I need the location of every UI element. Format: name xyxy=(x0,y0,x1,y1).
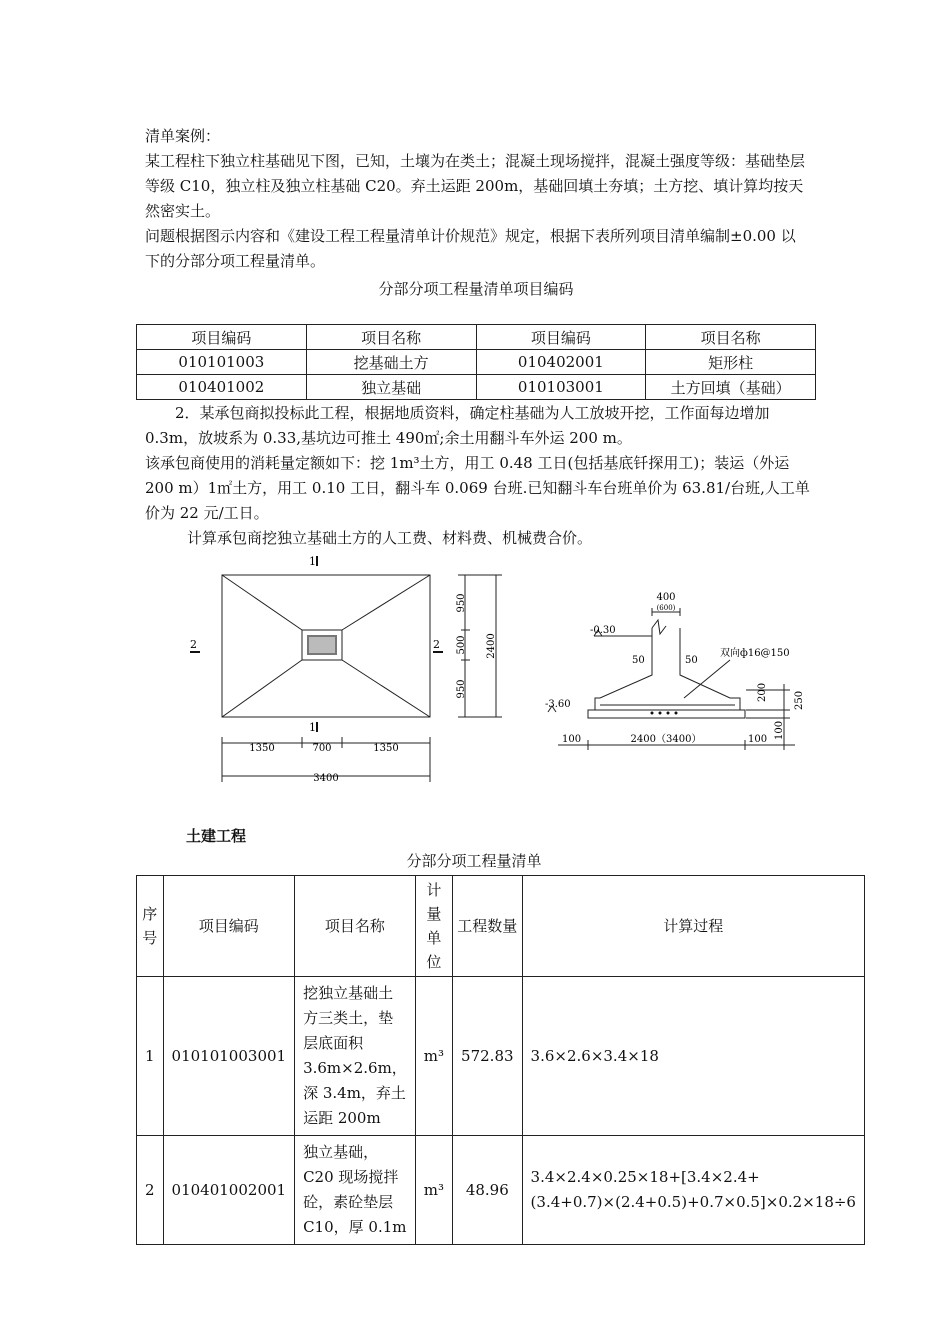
header-cell-code: 项目编码 xyxy=(163,876,295,977)
header-cell-unit: 计量单位 xyxy=(415,876,452,977)
problem2-paragraph-2: 该承包商使用的消耗量定额如下：挖 1m³土方，用工 0.48 工日(包括基底钎探用工)；装运（外运 200 m）1㎡土方，用工 0.10 工日，翻斗车 0.069 台班.已知翻斗车台班单价为 63.81/台班,人工单价为 22 元/工日。 xyxy=(145,454,810,522)
table-header-row xyxy=(137,876,865,977)
column-hatch-inner xyxy=(309,637,335,653)
item-code-table xyxy=(136,324,816,400)
table-cell-unit: m³ xyxy=(415,1136,452,1245)
problem2-paragraph-1: 2．某承包商拟投标此工程，根据地质资料，确定柱基础为人工放坡开挖，工作面每边增加 0.3m，放坡系为 0.33,基坑边可推土 490㎡;余土用翻斗车外运 200 m。 xyxy=(145,404,770,447)
dim-label-base: 2400（3400） xyxy=(630,734,702,745)
table-cell: 010103001 xyxy=(476,375,646,400)
case-heading: 清单案例： xyxy=(145,127,221,145)
table-cell-unit: m³ xyxy=(415,977,452,1136)
table-cell-name: 挖独立基础土方三类土，垫层底面积3.6m×2.6m，深 3.4m，弃土运距 200m xyxy=(295,977,416,1136)
table-cell: 矩形柱 xyxy=(646,350,816,375)
table-header-row xyxy=(137,325,816,350)
rebar-dot xyxy=(675,712,678,715)
case-paragraph-2: 问题根据图示内容和《建设工程工程量清单计价规范》规定，根据下表所列项目清单编制±0.00 以下的分部分项工程量清单。 xyxy=(145,227,796,270)
header-cell-seq: 序号 xyxy=(137,876,164,977)
table-cell: 独立基础 xyxy=(306,375,476,400)
break-line xyxy=(652,620,666,634)
section-label-right: 2 xyxy=(433,638,440,651)
dim-label-1350-right: 1350 xyxy=(373,743,399,754)
table-cell: 010401002 xyxy=(137,375,307,400)
header-cell: 项目名称 xyxy=(306,325,476,350)
header-cell: 项目编码 xyxy=(476,325,646,350)
offset-label-left: 50 xyxy=(632,655,645,666)
table-cell-seq: 2 xyxy=(137,1136,164,1245)
table-cell-calc: 3.6×2.6×3.4×18 xyxy=(522,977,864,1136)
section-label-bottom: 1 xyxy=(309,721,316,734)
table-row xyxy=(137,1136,865,1245)
header-cell-qty: 工程数量 xyxy=(453,876,523,977)
dim-label-250: 250 xyxy=(794,690,805,710)
foundation-section-drawing xyxy=(540,580,820,760)
table-row xyxy=(137,350,816,375)
dim-label-100-right: 100 xyxy=(748,734,768,745)
footing-outline xyxy=(595,628,740,710)
boq-caption: 分部分项工程量清单 xyxy=(406,852,542,870)
level-label-top: -0.30 xyxy=(590,625,616,636)
dim-label-100-vertical: 100 xyxy=(774,720,785,740)
table-row xyxy=(137,977,865,1136)
table-cell: 010402001 xyxy=(476,350,646,375)
table-cell-code: 010101003001 xyxy=(163,977,295,1136)
code-table-caption: 分部分项工程量清单项目编码 xyxy=(378,280,574,298)
dim-label-3400: 3400 xyxy=(313,773,339,784)
table-cell: 010101003 xyxy=(137,350,307,375)
dim-label-1350-left: 1350 xyxy=(249,743,275,754)
table-cell-code: 010401002001 xyxy=(163,1136,295,1245)
table-cell-calc: 3.4×2.4×0.25×18+[3.4×2.4+(3.4+0.7)×(2.4+0.5)+0.7×0.5]×0.2×18÷6 xyxy=(522,1136,864,1245)
dim-label-500: 500 xyxy=(456,635,467,655)
rebar-dot xyxy=(659,712,662,715)
table-row xyxy=(137,375,816,400)
dim-label-2400: 2400 xyxy=(486,633,497,659)
rebar-dot xyxy=(651,712,654,715)
problem2-paragraph-3: 计算承包商挖独立基础土方的人工费、材料费、机械费合价。 xyxy=(187,529,593,547)
header-cell-name: 项目名称 xyxy=(295,876,416,977)
column-width-label: 400 xyxy=(656,592,676,603)
dim-label-950-bottom: 950 xyxy=(456,679,467,699)
header-cell: 项目名称 xyxy=(646,325,816,350)
foundation-plan-drawing xyxy=(180,550,520,795)
header-cell-calc: 计算过程 xyxy=(522,876,864,977)
rebar-label: 双向ф16@150 xyxy=(720,648,790,659)
column-width-alt-label: (600) xyxy=(656,604,676,612)
section-mark-top xyxy=(316,556,318,566)
section-mark-left xyxy=(190,651,200,653)
section-mark-right xyxy=(433,651,443,653)
table-cell: 土方回填（基础） xyxy=(646,375,816,400)
case-paragraph-1: 某工程柱下独立柱基础见下图，已知，土壤为在类土；混凝土现场搅拌，混凝土强度等级：基础垫层等级 C10，独立柱及独立柱基础 C20。弃土运距 200m，基础回填土夯填；土方挖、填计算均按天然密实土。 xyxy=(145,152,806,220)
level-label-bottom: -3.60 xyxy=(545,699,571,710)
boq-table xyxy=(136,875,865,1245)
dim-label-950-top: 950 xyxy=(456,593,467,613)
dim-label-700: 700 xyxy=(312,743,332,754)
rebar-dot xyxy=(667,712,670,715)
dim-label-200: 200 xyxy=(757,682,768,702)
cushion-layer xyxy=(588,710,745,718)
table-cell-qty: 572.83 xyxy=(453,977,523,1136)
section-label-top: 1 xyxy=(309,555,316,568)
table-cell-seq: 1 xyxy=(137,977,164,1136)
section-mark-bottom xyxy=(316,722,318,732)
table-cell: 挖基础土方 xyxy=(306,350,476,375)
header-cell: 项目编码 xyxy=(137,325,307,350)
dim-label-100-left: 100 xyxy=(562,734,582,745)
table-cell-name: 独立基础，C20 现场搅拌砼，素砼垫层 C10，厚 0.1m xyxy=(295,1136,416,1245)
table-cell-qty: 48.96 xyxy=(453,1136,523,1245)
offset-label-right: 50 xyxy=(685,655,698,666)
section-label-left: 2 xyxy=(190,638,197,651)
civil-heading: 土建工程 xyxy=(186,827,247,845)
